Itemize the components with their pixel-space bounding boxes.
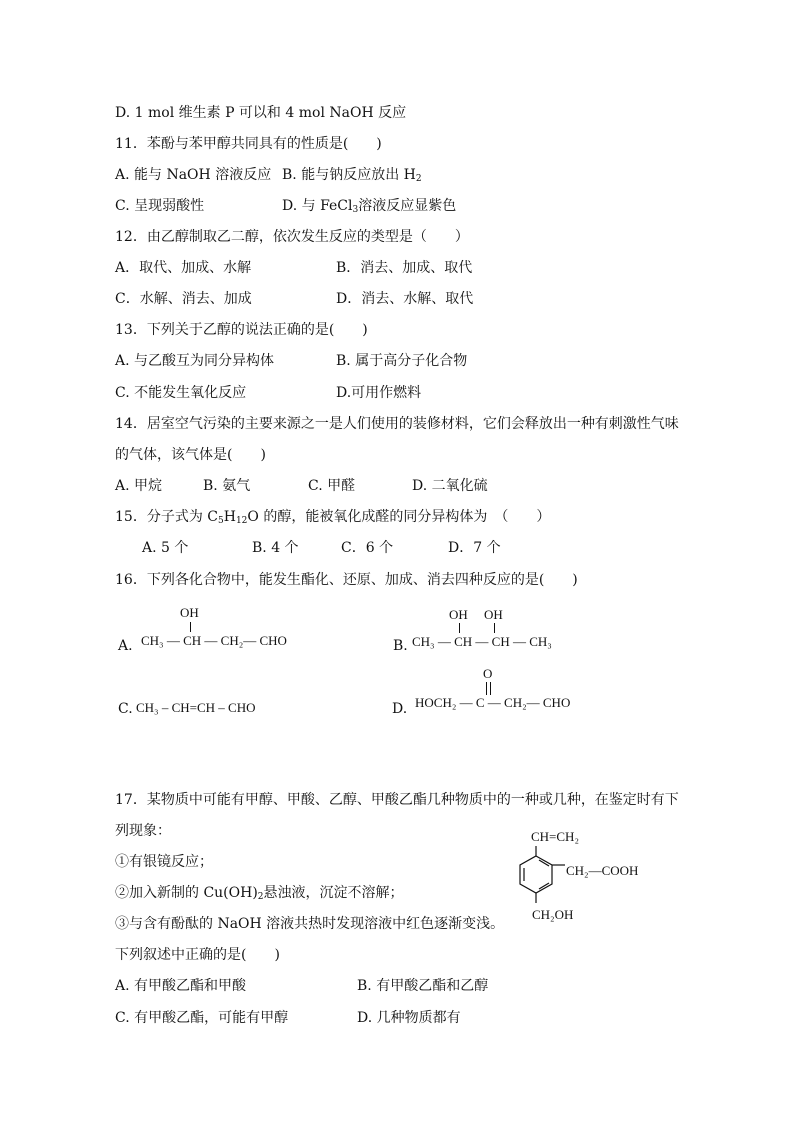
q12-option-a: A．取代、加成、水解: [115, 260, 252, 276]
q12-option-c: C．水解、消去、加成: [115, 291, 252, 307]
q11-option-d: D. 与 FeCl$_3$溶液反应显紫色: [282, 198, 457, 215]
q11-option-c: C. 呈现弱酸性: [115, 198, 205, 214]
q16-b-bond-2: [494, 623, 495, 633]
q17-option-a: A. 有甲酸乙酯和甲酸: [115, 978, 247, 994]
q17-question: 下列叙述中正确的是( ): [115, 947, 280, 963]
q16-b-bond-1: [459, 623, 460, 633]
q14-option-c: C. 甲醛: [308, 478, 356, 494]
q13-option-b: B. 属于高分子化合物: [336, 353, 468, 369]
q13-option-a: A. 与乙酸互为同分异构体: [115, 353, 275, 369]
q17-option-d: D. 几种物质都有: [357, 1010, 461, 1026]
q15-option-b: B. 4 个: [252, 540, 299, 556]
q17-benzene-ring: [520, 856, 552, 893]
q16-option-d-label: D.: [392, 701, 408, 717]
q17-struct-acetic: CH₂—COOH: [566, 863, 639, 878]
q13-option-d: D.可用作燃料: [336, 385, 422, 401]
q14-option-a: A. 甲烷: [115, 478, 163, 494]
q14-stem-line2: 的气体，该气体是( ): [115, 447, 266, 463]
q16-stem: 16．下列各化合物中，能发生酯化、还原、加成、消去四种反应的是( ): [115, 572, 578, 588]
q16-b-formula: CH₃ — CH — CH — CH₃: [412, 634, 552, 649]
q14-stem-line1: 14．居室空气污染的主要来源之一是人们使用的装修材料，它们会释放出一种有刺激性气味: [115, 416, 679, 432]
q16-d-double-bond-right: [490, 682, 491, 695]
q17-observation-1: ①有银镜反应；: [115, 854, 213, 870]
q15-option-c: C．6 个: [341, 540, 394, 556]
q17-stem-line2: 列现象：: [115, 823, 171, 839]
q12-option-b: B．消去、加成、取代: [336, 260, 473, 276]
q16-c-formula: CH₃ – CH=CH – CHO: [136, 700, 256, 715]
q11-option-b: B. 能与钠反应放出 $H_2$: [282, 167, 422, 184]
q17-observation-2: ②加入新制的 $Cu(OH)_2$悬浊液，沉淀不溶解；: [115, 885, 404, 902]
q16-d-double-bond-left: [486, 682, 487, 695]
q14-option-d: D. 二氧化硫: [412, 478, 488, 494]
q17-structure-diagram: [500, 822, 650, 934]
q17-option-c: C. 有甲酸乙酯，可能有甲醇: [115, 1010, 289, 1026]
q16-a-bond: [190, 622, 191, 632]
q13-stem: 13．下列关于乙醇的说法正确的是( ): [115, 322, 368, 338]
q16-a-hydroxyl: OH: [180, 605, 199, 620]
q15-option-d: D．7 个: [448, 540, 501, 556]
q12-stem: 12．由乙醇制取乙二醇，依次发生反应的类型是（ ）: [115, 229, 469, 245]
q16-option-b-label: B.: [393, 638, 408, 654]
q17-observation-3: ③与含有酚酞的 NaOH 溶液共热时发现溶液中红色逐渐变浅。: [115, 916, 505, 932]
q16-option-a-label: A.: [118, 638, 133, 654]
q16-d-oxygen: O: [483, 666, 493, 681]
q16-option-c-label: C.: [118, 701, 133, 717]
q12-option-d: D．消去、水解、取代: [336, 291, 474, 307]
q16-a-formula: CH₃ — CH — CH₂— CHO: [141, 633, 287, 648]
q16-b-hydroxyl-2: OH: [484, 607, 503, 622]
q16-b-hydroxyl-1: OH: [449, 607, 468, 622]
q17-struct-hydroxymethyl: CH₂OH: [532, 907, 574, 922]
q11-stem: 11．苯酚与苯甲醇共同具有的性质是( ): [115, 136, 382, 152]
q10-option-d: D. 1 mol 维生素 P 可以和 4 mol NaOH 反应: [115, 105, 407, 121]
q11-option-a: A. 能与 NaOH 溶液反应: [115, 167, 272, 183]
q15-stem: 15．分子式为 $C_5H_{12}O$ 的醇，能被氧化成醛的同分异构体为 （ ）: [115, 509, 551, 526]
q17-struct-vinyl: CH=CH₂: [531, 829, 579, 844]
q13-option-c: C. 不能发生氧化反应: [115, 385, 247, 401]
q14-option-b: B. 氨气: [203, 478, 251, 494]
q17-stem-line1: 17．某物质中可能有甲醇、甲酸、乙醇、甲酸乙酯几种物质中的一种或几种，在鉴定时有下: [115, 792, 679, 808]
q15-option-a: A. 5 个: [142, 540, 189, 556]
q17-option-b: B. 有甲酸乙酯和乙醇: [357, 978, 489, 994]
q16-d-formula: HOCH₂ — C — CH₂— CHO: [415, 695, 571, 710]
